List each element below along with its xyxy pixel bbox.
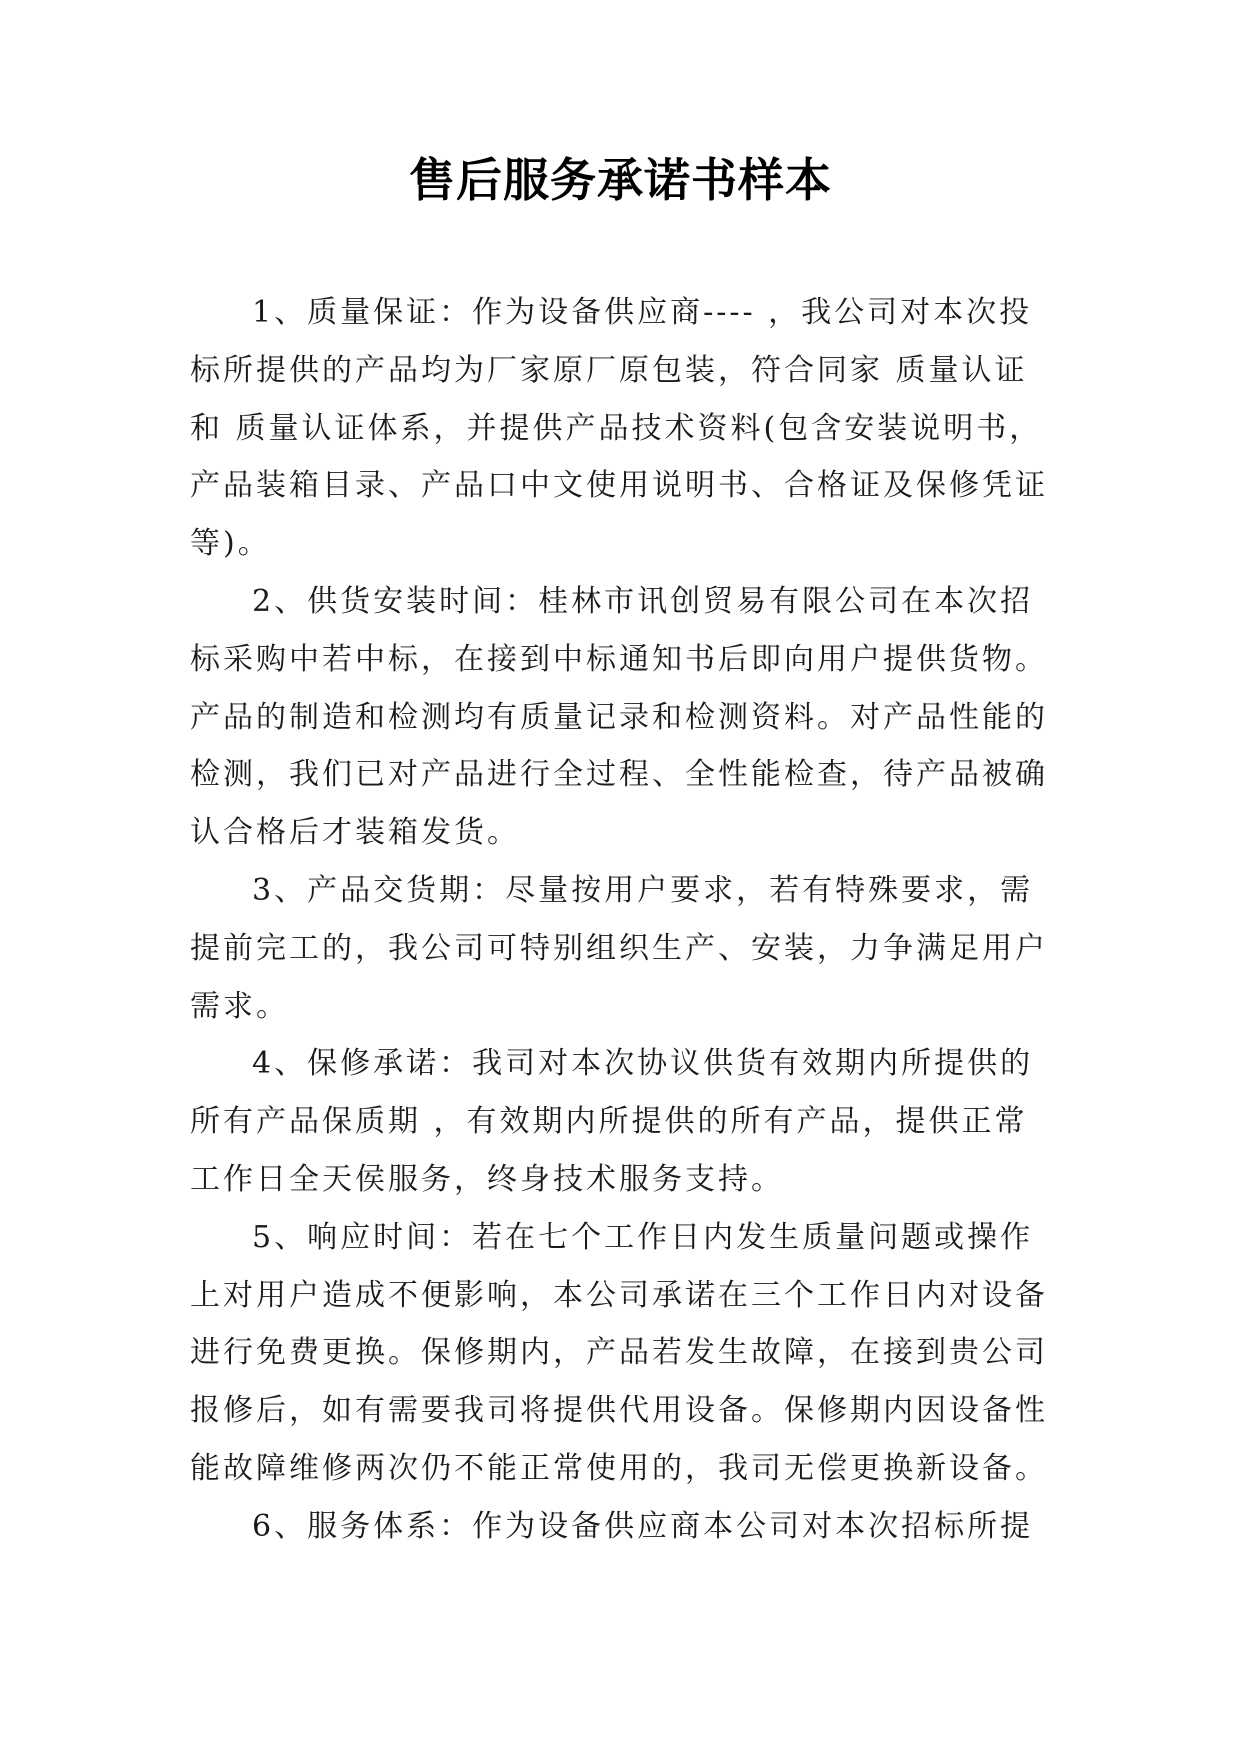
paragraph-2-line-2: 标采购中若中标，在接到中标通知书后即向用户提供货物。 bbox=[190, 641, 1048, 677]
paragraph-6-line-1: 6、服务体系：作为设备供应商本公司对本次招标所提 bbox=[252, 1508, 1034, 1544]
document-body bbox=[190, 284, 1058, 1556]
paragraph-5-line-5: 能故障维修两次仍不能正常使用的，我司无偿更换新设备。 bbox=[190, 1450, 1048, 1486]
paragraph-5-line-1: 5、响应时间：若在七个工作日内发生质量问题或操作 bbox=[252, 1219, 1034, 1255]
paragraph-1-line-5: 等)。 bbox=[190, 526, 271, 562]
document-title: 售后服务承诺书样本 bbox=[409, 153, 832, 207]
paragraph-2-line-4: 检测，我们已对产品进行全过程、全性能检查，待产品被确 bbox=[190, 757, 1048, 793]
paragraph-5-line-4: 报修后，如有需要我司将提供代用设备。保修期内因设备性 bbox=[190, 1393, 1048, 1429]
paragraph-5-line-3: 进行免费更换。保修期内，产品若发生故障，在接到贵公司 bbox=[190, 1335, 1048, 1371]
paragraph-2-line-3: 产品的制造和检测均有质量记录和检测资料。对产品性能的 bbox=[190, 699, 1048, 735]
paragraph-4-line-1: 4、保修承诺：我司对本次协议供货有效期内所提供的 bbox=[252, 1046, 1034, 1082]
paragraph-2-line-1: 2、供货安装时间：桂林市讯创贸易有限公司在本次招 bbox=[252, 583, 1034, 619]
paragraph-4-line-3: 工作日全天侯服务，终身技术服务支持。 bbox=[190, 1161, 784, 1197]
paragraph-3-line-1: 3、产品交货期：尽量按用户要求，若有特殊要求，需 bbox=[252, 872, 1034, 908]
paragraph-3-line-3: 需求。 bbox=[190, 988, 289, 1024]
paragraph-1-line-2: 标所提供的产品均为厂家原厂原包装，符合同家 质量认证 bbox=[190, 352, 1028, 388]
paragraph-2-line-5: 认合格后才装箱发货。 bbox=[190, 815, 520, 851]
paragraph-1-line-4: 产品装箱目录、产品口中文使用说明书、合格证及保修凭证 bbox=[190, 468, 1048, 504]
paragraph-1-line-1: 1、质量保证：作为设备供应商---- ，我公司对本次投 bbox=[252, 295, 1033, 330]
paragraph-3-line-2: 提前完工的，我公司可特别组织生产、安装，力争满足用户 bbox=[190, 930, 1048, 966]
paragraph-1-line-3: 和 质量认证体系，并提供产品技术资料(包含安装说明书， bbox=[190, 410, 1043, 446]
paragraph-4-line-2: 所有产品保质期 ，有效期内所提供的所有产品，提供正常 bbox=[190, 1104, 1028, 1140]
paragraph-5-line-2: 上对用户造成不便影响，本公司承诺在三个工作日内对设备 bbox=[190, 1277, 1048, 1313]
